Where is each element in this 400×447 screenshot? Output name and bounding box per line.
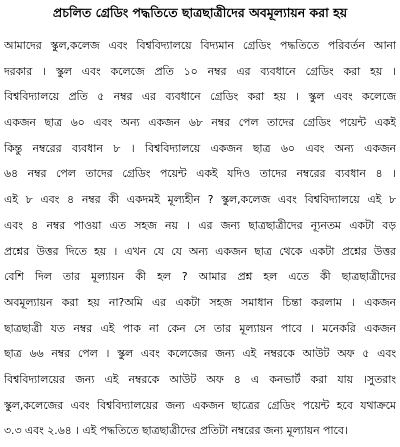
article-paragraph <box>4 38 396 447</box>
paragraph-line: বেশি দিল তার মূল্যায়ন কী হল ? আমার প্রশ্ন হল এতে কী ছাত্রছাত্রীদের <box>4 270 396 284</box>
paragraph-line: একজন ছাত্র ৬০ এবং অন্য একজন ৬৮ নম্বর পেল তাদের গ্রেডিং পয়েন্ট একই <box>4 116 396 130</box>
paragraph-line: এই ৮ এবং ৪ নম্বর কী একদমই মূল্যহীন ? স্কুল,কলেজ এবং বিশ্ববিদ্যালয়ে এই ৮ <box>4 193 396 207</box>
article-title: প্রচলিত গ্রেডিং পদ্ধতিতে ছাত্রছাত্রীদের অবমূল্যায়ন করা হয় <box>52 5 348 20</box>
paragraph-line: দরকার । স্কুল এবং কলেজে প্রতি ১০ নম্বর এর ব্যবধানে গ্রেডিং করা হয় । <box>4 64 396 78</box>
paragraph-line: ছাত্র ৬৬ নম্বর পেল । স্কুল এবং কলেজের জন্য এই নম্বরকে আউট অফ ৫ এবং <box>4 347 396 361</box>
paragraph-line: ৩.৩ এবং ২.৬৪ । এই পদ্ধতিতে ছাত্রছাত্রীদের প্রতিটা নম্বরের জন্য মূল্যায়ন পাবে। <box>4 424 348 438</box>
paragraph-line: প্রশ্নের উত্তর দিতে হয় । এখন যে যে অন্য একজন ছাত্র থেকে একটা প্রশ্নের উত্তর <box>4 244 396 258</box>
paragraph-line: ৬৪ নম্বর পেল তাদের গ্রেডিং পয়েন্ট একই যদিও তাদের নম্বরের ব্যবধান ৪ । <box>4 167 396 181</box>
paragraph-line: আমাদের স্কুল,কলেজ এবং বিশ্ববিদ্যালয়ে বিদ্যমান গ্রেডিং পদ্ধতিতে পরিবর্তন আনা <box>4 39 396 52</box>
paragraph-line: এবং ৪ নম্বর পাওয়া এত সহজ নয় । এর জন্য ছাত্রছাত্রীদের ন্যূনতম একটা বড় <box>4 218 396 232</box>
paragraph-line: কিন্তু নম্বরের ব্যবধান ৮ । বিশ্ববিদ্যালয়ে একজন ছাত্র ৬০ এবং অন্য একজন <box>4 141 396 155</box>
paragraph-line: অবমূল্যায়ন করা হয় না?অমি এর একটা সহজ সমাধান চিন্তা করলাম । একজন <box>4 295 396 309</box>
paragraph-line: স্কুল,কলেজের এবং বিশ্ববিদ্যালয়ের জন্য একজন ছাত্রের গ্রেডিং পয়েন্ট হবে যথাক্রমে <box>4 398 396 412</box>
paragraph-line: বিশ্ববিদ্যালয়ে প্রতি ৫ নম্বর এর ব্যবধানে গ্রেডিং করা হয় । স্কুল এবং কলেজে <box>4 90 396 104</box>
paragraph-line: ছাত্রছাত্রী যত নম্বর এই পাক না কেন সে তার মূল্যায়ন পাবে । মনেকরি একজন <box>4 321 396 335</box>
paragraph-line: বিশ্ববিদ্যালয়ের জন্য এই নম্বরকে আউট অফ ৪ এ কনভার্ট করা যায় ।সুতরাং <box>4 372 396 386</box>
